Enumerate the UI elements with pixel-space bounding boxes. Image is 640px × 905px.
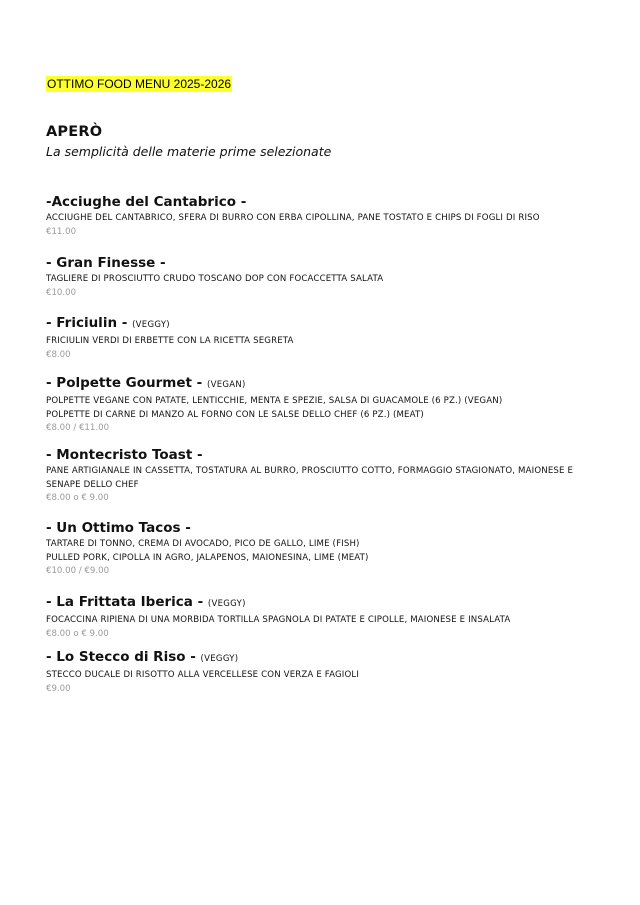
item-name xyxy=(46,593,606,613)
item-tag: (VEGGY) xyxy=(200,654,239,664)
item-name xyxy=(46,648,606,668)
item-name-text: - Montecristo Toast - xyxy=(46,447,203,463)
item-description: POLPETTE VEGANE CON PATATE, LENTICCHIE, MENTA E SPEZIE, SALSA DI GUACAMOLE (6 PZ.) (VEGAN) xyxy=(46,396,503,406)
item-tag: (VEGAN) xyxy=(207,380,246,390)
item-description: PANE ARTIGIANALE IN CASSETTA, TOSTATURA AL BURRO, PROSCIUTTO COTTO, FORMAGGIO STAGIONATO, MAIONESE E xyxy=(46,466,574,476)
item-price: €8.00 / €11.00 xyxy=(46,423,110,433)
menu-item-gran-finesse xyxy=(46,254,606,299)
item-name-text: - Polpette Gourmet - xyxy=(46,375,203,391)
item-description: TARTARE DI TONNO, CREMA DI AVOCADO, PICO DE GALLO, LIME (FISH) xyxy=(46,539,360,549)
menu-item-polpette xyxy=(46,374,606,434)
document-title: OTTIMO FOOD MENU 2025-2026 xyxy=(47,77,232,91)
item-price: €10.00 xyxy=(46,287,77,298)
item-tag: (VEGGY) xyxy=(207,599,246,609)
item-tag: (VEGGY) xyxy=(132,320,170,330)
menu-item-stecco xyxy=(46,648,606,695)
item-description: SENAPE DELLO CHEF xyxy=(46,479,139,490)
item-name-text: - Gran Finesse - xyxy=(46,255,166,271)
section-subtitle: La semplicità delle materie prime selezionate xyxy=(46,144,332,159)
item-price: €11.00 xyxy=(46,226,77,237)
item-name xyxy=(46,519,606,537)
item-price: €8.00 o € 9.00 xyxy=(46,493,109,503)
item-description: PULLED PORK, CIPOLLA IN AGRO, JALAPENOS, MAIONESINA, LIME (MEAT) xyxy=(46,552,369,563)
menu-item-montecristo xyxy=(46,446,606,504)
item-description: STECCO DUCALE DI RISOTTO ALLA VERCELLESE CON VERZA E FAGIOLI xyxy=(46,670,360,680)
item-name-text: - Un Ottimo Tacos - xyxy=(46,520,191,536)
item-description: POLPETTE DI CARNE DI MANZO AL FORNO CON LE SALSE DELLO CHEF (6 PZ.) (MEAT) xyxy=(46,409,424,420)
item-name xyxy=(46,314,606,334)
menu-item-acciughe xyxy=(46,193,606,238)
menu-item-frittata xyxy=(46,593,606,640)
item-name xyxy=(46,254,606,272)
item-price: €9.00 xyxy=(46,683,71,694)
item-name xyxy=(46,446,606,464)
menu-item-friciulin xyxy=(46,314,606,361)
menu-item-tacos xyxy=(46,519,606,577)
section-title: APERÒ xyxy=(46,124,103,140)
item-name-text: - Lo Stecco di Riso - xyxy=(46,649,196,665)
item-name-text: - La Frittata Iberica - xyxy=(46,594,204,610)
item-price: €10.00 / €9.00 xyxy=(46,566,110,576)
item-price: €8.00 o € 9.00 xyxy=(46,628,109,639)
item-description: ACCIUGHE DEL CANTABRICO, SFERA DI BURRO CON ERBA CIPOLLINA, PANE TOSTATO E CHIPS DI FOGLI DI RISO xyxy=(46,213,540,223)
item-name-text: -Acciughe del Cantabrico - xyxy=(46,194,247,210)
item-price: €8.00 xyxy=(46,349,71,360)
item-description: FOCACCINA RIPIENA DI UNA MORBIDA TORTILLA SPAGNOLA DI PATATE E CIPOLLE, MAIONESE E INSALATA xyxy=(46,615,511,625)
item-description: FRICIULIN VERDI DI ERBETTE CON LA RICETTA SEGRETA xyxy=(46,336,294,346)
item-name xyxy=(46,374,606,394)
item-name-text: - Friciulin - xyxy=(46,315,128,331)
item-description: TAGLIERE DI PROSCIUTTO CRUDO TOSCANO DOP CON FOCACCETTA SALATA xyxy=(46,274,384,284)
item-name xyxy=(46,193,606,211)
